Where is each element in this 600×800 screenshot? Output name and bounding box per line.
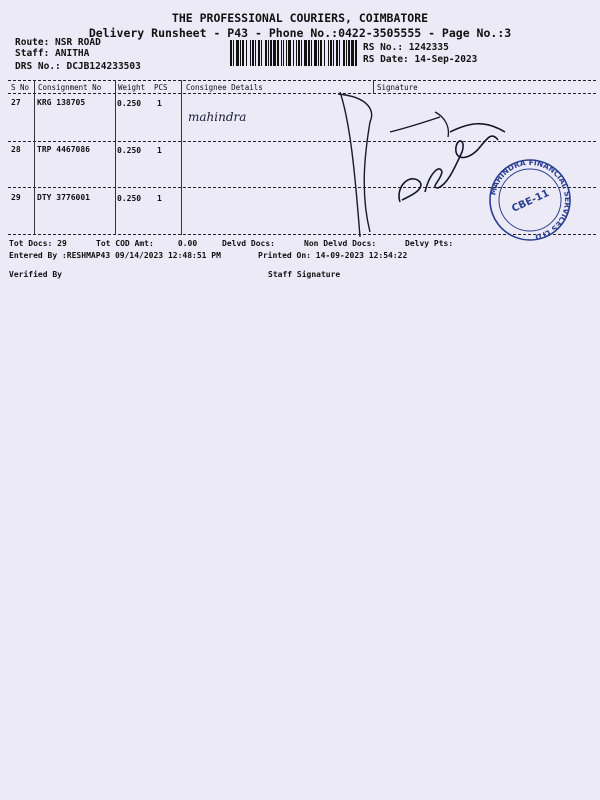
barcode-bar bbox=[242, 40, 244, 66]
row-consignment: KRG 138705 bbox=[37, 98, 86, 107]
handwritten-consignee: mahindra bbox=[188, 110, 247, 124]
col-consignee: Consignee Details bbox=[186, 83, 263, 92]
barcode-bar bbox=[333, 40, 334, 66]
barcode-bar bbox=[304, 40, 307, 66]
row-weight: 0.250 bbox=[117, 99, 142, 108]
total-cod: Tot COD Amt: 0.00 bbox=[96, 239, 198, 248]
barcode-bar bbox=[351, 40, 354, 66]
delivery-points: Delvy Pts: bbox=[405, 239, 454, 248]
barcode-bar bbox=[236, 40, 239, 66]
staff-label: Staff: ANITHA bbox=[15, 48, 90, 59]
barcode-bar bbox=[252, 40, 254, 66]
barcode-bar bbox=[298, 40, 300, 66]
row-sno: 27 bbox=[11, 98, 21, 107]
row-consignment: TRP 4467086 bbox=[37, 145, 90, 154]
barcode-icon bbox=[230, 40, 358, 66]
runsheet-title: Delivery Runsheet - P43 - Phone No.:0422-3505555 - Page No.:3 bbox=[88, 26, 512, 40]
barcode-bar bbox=[314, 40, 317, 66]
barcode-bar bbox=[246, 40, 247, 66]
row-pcs: 1 bbox=[157, 146, 162, 155]
col-signature: Signature bbox=[377, 83, 418, 92]
total-docs: Tot Docs: 29 bbox=[9, 239, 67, 248]
barcode-bar bbox=[343, 40, 345, 66]
barcode-bar bbox=[261, 40, 262, 66]
table-top-rule bbox=[8, 80, 596, 81]
drs-label: DRS No.: DCJB124233503 bbox=[15, 61, 141, 72]
entered-by: Entered By :RESHMAP43 09/14/2023 12:48:51 PM bbox=[9, 251, 221, 260]
barcode-bar bbox=[301, 40, 302, 66]
barcode-bar bbox=[320, 40, 322, 66]
col-consignment: Consignment No bbox=[38, 83, 102, 92]
column-divider bbox=[115, 80, 116, 235]
barcode-bar bbox=[324, 40, 325, 66]
verified-by: Verified By bbox=[9, 270, 62, 279]
row-sno: 28 bbox=[11, 145, 21, 154]
col-weight: Weight bbox=[118, 83, 146, 92]
barcode-bar bbox=[258, 40, 260, 66]
barcode-bar bbox=[336, 40, 338, 66]
barcode-bar bbox=[270, 40, 272, 66]
barcode-bar bbox=[277, 40, 279, 66]
stamp-center: CBE-11 bbox=[510, 187, 552, 215]
row-pcs: 1 bbox=[157, 99, 162, 108]
barcode-bar bbox=[330, 40, 332, 66]
barcode-bar bbox=[328, 40, 329, 66]
stamp-text: MAHINDRA FINANCIAL SERVICES LTD bbox=[488, 157, 573, 242]
barcode-bar bbox=[346, 40, 347, 66]
barcode-bar bbox=[293, 40, 294, 66]
col-sno: S No bbox=[11, 83, 30, 92]
non-delivered-docs: Non Delvd Docs: bbox=[304, 239, 377, 248]
barcode-bar bbox=[265, 40, 267, 66]
barcode-bar bbox=[355, 40, 357, 66]
printed-on: Printed On: 14-09-2023 12:54:22 bbox=[258, 251, 408, 260]
barcode-bar bbox=[288, 40, 291, 66]
signature-bracket-stroke bbox=[338, 92, 372, 237]
barcode-bar bbox=[230, 40, 232, 66]
route-label: Route: NSR ROAD bbox=[15, 37, 101, 48]
rs-date: RS Date: 14-Sep-2023 bbox=[363, 54, 478, 65]
stamp bbox=[488, 158, 572, 242]
barcode-bar bbox=[255, 40, 256, 66]
staff-signature: Staff Signature bbox=[268, 270, 341, 279]
signature-stroke bbox=[390, 112, 448, 137]
barcode-bar bbox=[348, 40, 350, 66]
barcode-bar bbox=[233, 40, 234, 66]
column-divider bbox=[181, 80, 182, 235]
row-pcs: 1 bbox=[157, 194, 162, 203]
column-divider bbox=[34, 80, 35, 235]
barcode-bar bbox=[240, 40, 241, 66]
row-weight: 0.250 bbox=[117, 146, 142, 155]
col-pcs: PCS bbox=[154, 83, 168, 92]
company-title: THE PROFESSIONAL COURIERS, COIMBATORE bbox=[171, 11, 429, 25]
rs-number: RS No.: 1242335 bbox=[363, 42, 449, 53]
row-sno: 29 bbox=[11, 193, 21, 202]
barcode-bar bbox=[339, 40, 340, 66]
signature-stamp-area bbox=[330, 92, 600, 242]
barcode-bar bbox=[318, 40, 319, 66]
barcode-bar bbox=[311, 40, 312, 66]
delivered-docs: Delvd Docs: bbox=[222, 239, 275, 248]
barcode-bar bbox=[286, 40, 287, 66]
signature-stroke bbox=[399, 124, 505, 202]
barcode-bar bbox=[250, 40, 251, 66]
barcode-bar bbox=[273, 40, 276, 66]
barcode-bar bbox=[281, 40, 282, 66]
row-weight: 0.250 bbox=[117, 194, 142, 203]
barcode-bar bbox=[268, 40, 269, 66]
row-consignment: DTY 3776001 bbox=[37, 193, 90, 202]
barcode-bar bbox=[296, 40, 297, 66]
barcode-bar bbox=[283, 40, 284, 66]
barcode-bar bbox=[308, 40, 310, 66]
